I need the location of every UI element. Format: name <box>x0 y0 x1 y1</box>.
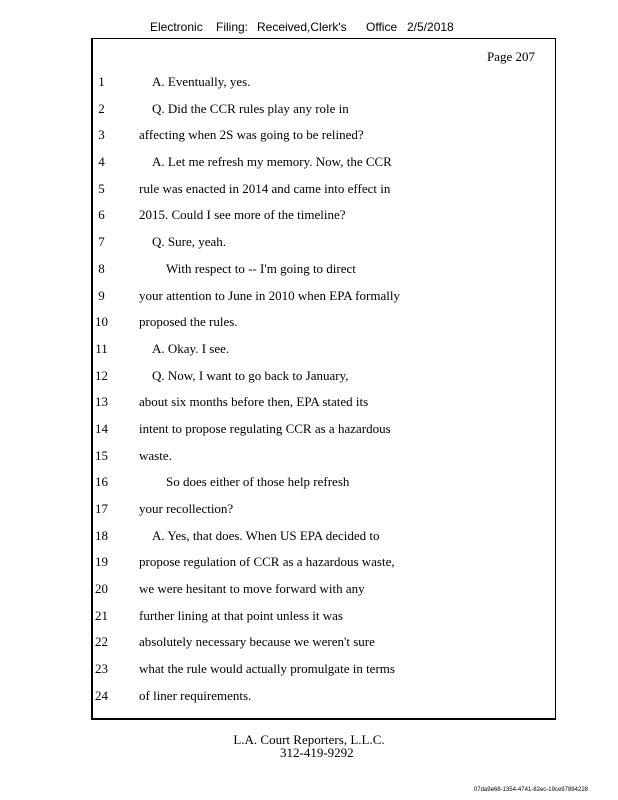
line-number: 22 <box>95 634 108 649</box>
stamp-electronic: Electronic <box>150 20 203 34</box>
transcript-line: further lining at that point unless it was <box>139 608 343 623</box>
line-number: 6 <box>98 207 105 222</box>
transcript-line: A. Yes, that does. When US EPA decided to <box>152 528 380 543</box>
line-number: 13 <box>95 394 108 409</box>
transcript-line: Q. Sure, yeah. <box>152 234 227 249</box>
transcript-line: A. Okay. I see. <box>152 341 230 356</box>
line-number: 15 <box>95 448 108 463</box>
line-number: 24 <box>95 688 108 703</box>
stamp-received: Received,Clerk's <box>257 20 347 34</box>
stamp-filing: Filing: <box>216 20 249 34</box>
transcript-line: 2015. Could I see more of the timeline? <box>139 207 346 222</box>
transcript-line: your attention to June in 2010 when EPA formally <box>139 288 400 303</box>
transcript-line: Q. Did the CCR rules play any role in <box>152 101 349 116</box>
line-number: 4 <box>98 154 105 169</box>
line-number: 18 <box>95 528 108 543</box>
stamp-office: Office <box>366 20 398 34</box>
transcript-line: what the rule would actually promulgate in terms <box>139 661 395 676</box>
transcript-line: proposed the rules. <box>139 314 238 329</box>
line-number: 8 <box>98 261 105 276</box>
transcript-line: about six months before then, EPA stated its <box>139 394 369 409</box>
line-number: 3 <box>98 127 105 142</box>
line-number: 16 <box>95 474 108 489</box>
transcript-line: A. Let me refresh my memory. Now, the CCR <box>152 154 392 169</box>
line-number: 14 <box>95 421 108 436</box>
transcript-line: With respect to -- I'm going to direct <box>166 261 356 276</box>
reporter-phone: 312-419-9292 <box>280 745 354 760</box>
transcript-line: propose regulation of CCR as a hazardous waste, <box>139 554 395 569</box>
transcript-line: of liner requirements. <box>139 688 252 703</box>
line-number: 10 <box>95 314 108 329</box>
line-number: 17 <box>95 501 108 516</box>
line-number: 21 <box>95 608 108 623</box>
line-number: 12 <box>95 368 108 383</box>
stamp-date: 2/5/2018 <box>407 20 454 34</box>
line-number: 2 <box>98 101 105 116</box>
transcript-line: your recollection? <box>139 501 234 516</box>
transcript-line: rule was enacted in 2014 and came into effect in <box>139 181 391 196</box>
line-number: 5 <box>98 181 105 196</box>
transcript-line: affecting when 2S was going to be relined? <box>139 127 364 142</box>
transcript-line: absolutely necessary because we weren't sure <box>139 634 375 649</box>
page-number: Page 207 <box>486 49 535 64</box>
line-number: 19 <box>95 554 108 569</box>
line-number: 7 <box>98 234 105 249</box>
line-number: 20 <box>95 581 108 596</box>
transcript-line: intent to propose regulating CCR as a hazardous <box>139 421 391 436</box>
transcript-line: Q. Now, I want to go back to January, <box>152 368 349 383</box>
transcript-line: So does either of those help refresh <box>166 474 350 489</box>
transcript-line: A. Eventually, yes. <box>152 74 251 89</box>
line-number: 23 <box>95 661 108 676</box>
filing-stamp <box>0 20 618 38</box>
transcript-line: waste. <box>139 448 172 463</box>
line-number: 9 <box>98 288 105 303</box>
line-number: 11 <box>95 341 108 356</box>
line-number: 1 <box>98 74 105 89</box>
reporter-company: L.A. Court Reporters, L.L.C. <box>233 732 385 747</box>
document-hash: 07da9e68-1354-4741-82ec-19ce97894228 <box>473 787 588 793</box>
transcript-line: we were hesitant to move forward with any <box>139 581 365 596</box>
